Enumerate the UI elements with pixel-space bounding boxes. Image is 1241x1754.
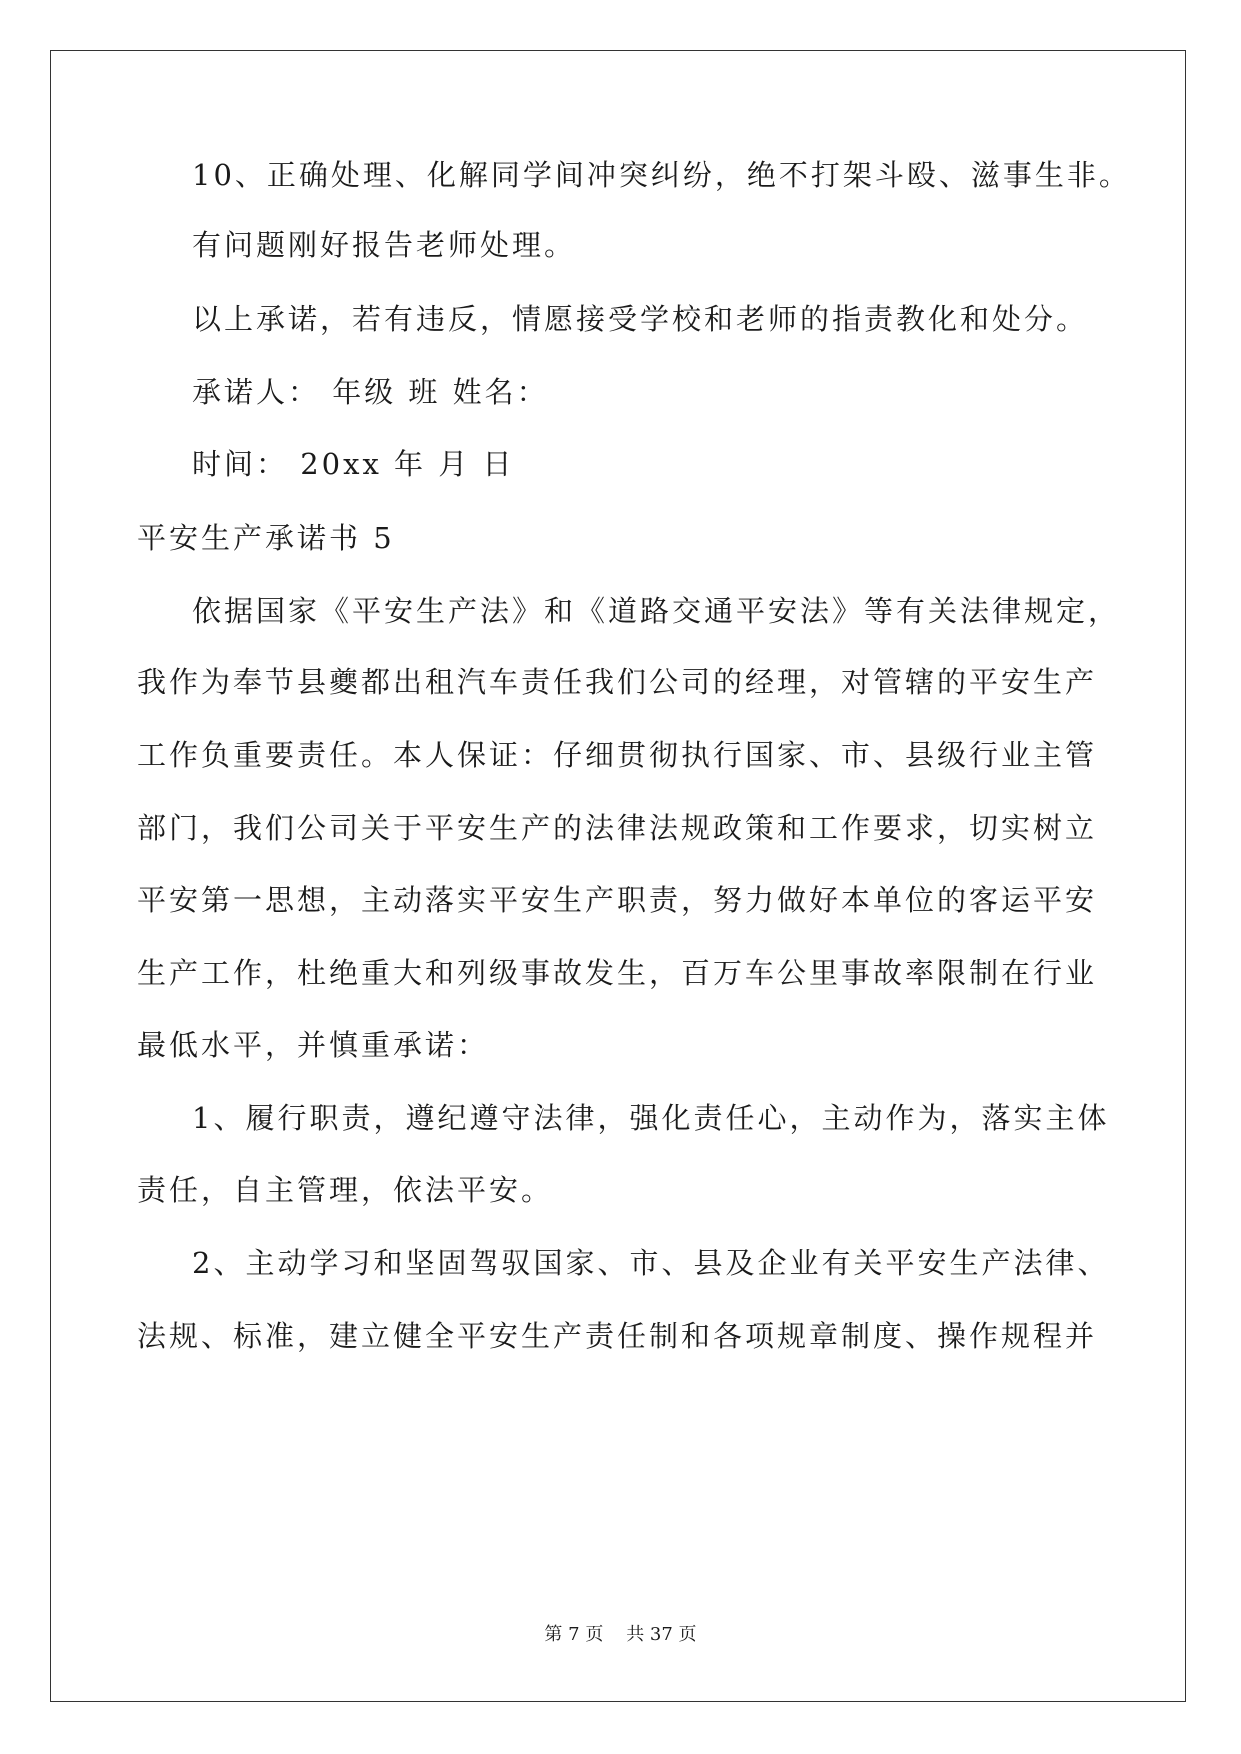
page-border [50,50,1186,1702]
text-line: 生产工作，杜绝重大和列级事故发生，百万车公里事故率限制在行业 [137,956,1098,990]
page-number-footer: 第 7 页 共 37 页 [544,1624,697,1645]
date-line: 时间： 20xx 年 月 日 [192,447,515,481]
text-line: 最低水平，并慎重承诺： [137,1028,490,1062]
text-line: 2、主动学习和坚固驾驭国家、市、县及企业有关平安生产法律、 [192,1246,1110,1280]
text-line: 责任，自主管理，依法平安。 [137,1173,554,1207]
text-line: 平安第一思想，主动落实平安生产职责，努力做好本单位的客运平安 [137,883,1098,917]
text-line: 我作为奉节县夔都出租汽车责任我们公司的经理，对管辖的平安生产 [137,665,1098,699]
text-line: 以上承诺，若有违反，情愿接受学校和老师的指责教化和处分。 [192,302,1089,336]
text-line: 依据国家《平安生产法》和《道路交通平安法》等有关法律规定， [192,594,1121,628]
signature-line: 承诺人： 年级 班 姓名： [192,375,549,409]
section-title: 平安生产承诺书 5 [137,521,395,555]
text-line: 1、履行职责，遵纪遵守法律，强化责任心，主动作为，落实主体 [192,1101,1110,1135]
text-line: 部门，我们公司关于平安生产的法律法规政策和工作要求，切实树立 [137,811,1098,845]
text-line: 10、正确处理、化解同学间冲突纠纷，绝不打架斗殴、滋事生非。 [192,158,1131,192]
text-line: 法规、标准，建立健全平安生产责任制和各项规章制度、操作规程并 [137,1319,1098,1353]
text-line: 有问题刚好报告老师处理。 [192,228,577,262]
text-line: 工作负重要责任。本人保证：仔细贯彻执行国家、市、县级行业主管 [137,738,1098,772]
